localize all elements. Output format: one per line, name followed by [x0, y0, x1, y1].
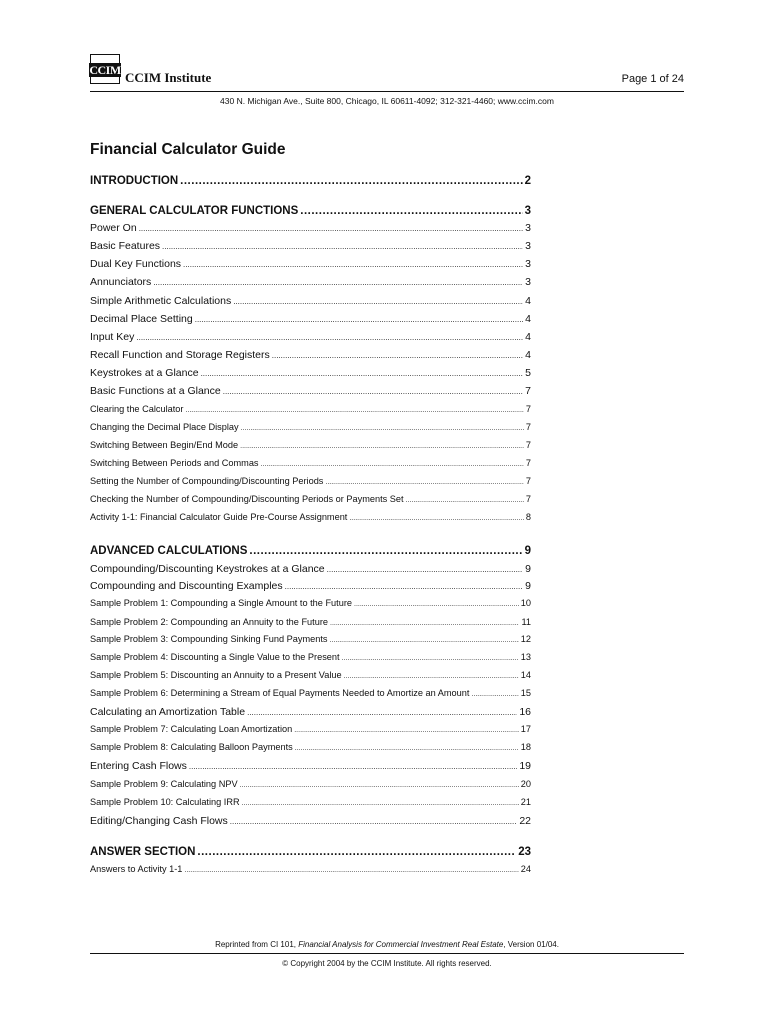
toc-entry-label: Input Key [90, 331, 135, 343]
footer-divider [90, 953, 684, 954]
toc-leader-dots [294, 727, 519, 734]
toc-entry-label: Basic Functions at a Glance [90, 385, 221, 397]
toc-leader-dots [240, 443, 524, 450]
toc-leader-dots [201, 369, 524, 378]
toc-entry-page: 7 [525, 494, 531, 504]
toc-entry-page: 7 [525, 385, 531, 397]
reprint-title: Financial Analysis for Commercial Investment Real Estate [298, 940, 504, 949]
toc-entry-page: 2 [524, 175, 531, 187]
toc-entry [90, 670, 531, 680]
toc-entry [90, 258, 531, 270]
toc-entry-label: INTRODUCTION [90, 175, 179, 187]
toc-leader-dots [184, 867, 518, 874]
toc-leader-dots [197, 846, 516, 858]
toc-entry [90, 797, 531, 807]
toc-entry [90, 349, 531, 361]
toc-entry [90, 742, 531, 752]
toc-entry [90, 385, 531, 397]
toc-leader-dots [230, 817, 518, 826]
toc-entry [90, 580, 531, 592]
toc-leader-dots [183, 260, 523, 269]
toc-entry-page: 8 [525, 512, 531, 522]
toc-entry-label: Changing the Decimal Place Display [90, 422, 239, 432]
toc-entry-page: 14 [520, 670, 531, 680]
address-line: 430 N. Michigan Ave., Suite 800, Chicago, IL 60611-4092; 312-321-4460; www.ccim.com [220, 96, 554, 106]
reprint-prefix: Reprinted from CI 101, [215, 940, 299, 949]
toc-entry [90, 222, 531, 234]
toc-entry-page: 21 [520, 797, 531, 807]
toc-entry-page: 3 [524, 205, 531, 217]
toc-entry-label: Sample Problem 6: Determining a Stream of Equal Payments Needed to Amortize an Amount [90, 688, 470, 698]
toc-entry [90, 313, 531, 325]
toc-leader-dots [325, 479, 523, 486]
toc-entry-label: Sample Problem 10: Calculating IRR [90, 797, 240, 807]
toc-entry-page: 23 [518, 846, 531, 858]
ccim-logo [90, 54, 120, 84]
toc-entry-page: 16 [519, 706, 531, 718]
toc-entry-label: Compounding and Discounting Examples [90, 580, 283, 592]
toc-entry-label: Entering Cash Flows [90, 760, 187, 772]
toc-leader-dots [139, 224, 523, 233]
header-divider [90, 91, 684, 92]
toc-entry-label: Setting the Number of Compounding/Discounting Periods [90, 476, 324, 486]
toc-leader-dots [285, 582, 524, 591]
toc-entry-page: 12 [520, 634, 531, 644]
toc-entry-page: 9 [525, 563, 531, 575]
toc-entry-label: Basic Features [90, 240, 161, 252]
toc-leader-dots [189, 762, 517, 771]
toc-leader-dots [153, 278, 523, 287]
toc-leader-dots [342, 655, 519, 662]
toc-entry [90, 864, 531, 874]
toc-entry-page: 24 [520, 864, 531, 874]
toc-leader-dots [242, 800, 519, 807]
toc-leader-dots [195, 315, 523, 324]
toc-entry-page: 4 [525, 295, 531, 307]
toc-entry-label: GENERAL CALCULATOR FUNCTIONS [90, 205, 299, 217]
toc-entry-label: Switching Between Begin/End Mode [90, 440, 239, 450]
logo-text: CCIM [89, 63, 121, 77]
toc-leader-dots [272, 351, 523, 360]
toc-entry-label: Sample Problem 4: Discounting a Single Value to the Present [90, 652, 340, 662]
toc-entry [90, 724, 531, 734]
toc-entry-label: Compounding/Discounting Keystrokes at a Glance [90, 563, 325, 575]
toc-entry [90, 476, 531, 486]
toc-entry-page: 3 [525, 222, 531, 234]
toc-entry-page: 7 [525, 476, 531, 486]
toc-leader-dots [354, 601, 519, 608]
toc-leader-dots [327, 565, 524, 574]
toc-entry-page: 7 [525, 422, 531, 432]
toc-entry-label: Keystrokes at a Glance [90, 367, 199, 379]
toc-entry-label: Sample Problem 3: Compounding Sinking Fund Payments [90, 634, 328, 644]
toc-entry [90, 598, 531, 608]
toc-entry-label: Sample Problem 7: Calculating Loan Amortization [90, 724, 293, 734]
toc-entry [90, 846, 531, 858]
toc-entry-label: Sample Problem 9: Calculating NPV [90, 779, 238, 789]
org-name: CCIM Institute [125, 70, 212, 85]
toc-entry [90, 779, 531, 789]
toc-entry [90, 240, 531, 252]
toc-entry-page: 11 [521, 617, 531, 627]
toc-entry [90, 404, 531, 414]
toc-entry [90, 706, 531, 718]
toc-entry [90, 688, 531, 698]
toc-entry-label: ANSWER SECTION [90, 846, 196, 858]
toc-leader-dots [471, 691, 518, 698]
reprint-note [90, 940, 684, 949]
toc-leader-dots [406, 497, 524, 504]
toc-entry-page: 15 [520, 688, 531, 698]
toc-entry-label: Activity 1-1: Financial Calculator Guide Pre-Course Assignment [90, 512, 348, 522]
toc-entry-label: Switching Between Periods and Commas [90, 458, 259, 468]
page-header [90, 52, 684, 92]
toc-entry-label: Checking the Number of Compounding/Discounting Periods or Payments Set [90, 494, 404, 504]
toc-entry [90, 634, 531, 644]
toc-leader-dots [240, 782, 519, 789]
toc-entry-page: 7 [525, 458, 531, 468]
toc-entry-page: 5 [525, 367, 531, 379]
toc-leader-dots [295, 745, 519, 752]
toc-entry-label: Simple Arithmetic Calculations [90, 295, 232, 307]
toc-entry-label: Power On [90, 222, 137, 234]
toc-entry-page: 22 [519, 815, 531, 827]
toc-entry [90, 205, 531, 217]
toc-entry-label: Sample Problem 2: Compounding an Annuity to the Future [90, 617, 328, 627]
toc-leader-dots [300, 205, 522, 217]
toc-entry [90, 617, 531, 627]
toc-entry-label: Calculating an Amortization Table [90, 706, 246, 718]
toc-entry-page: 3 [525, 240, 531, 252]
toc-entry-page: 9 [525, 580, 531, 592]
toc-entry-page: 4 [525, 313, 531, 325]
toc-entry [90, 295, 531, 307]
reprint-suffix: , Version 01/04. [503, 940, 559, 949]
toc-leader-dots [241, 425, 524, 432]
toc-entry-page: 13 [520, 652, 531, 662]
toc-leader-dots [233, 297, 523, 306]
toc-entry-page: 10 [520, 598, 531, 608]
toc-entry [90, 652, 531, 662]
toc-entry-label: Sample Problem 8: Calculating Balloon Payments [90, 742, 293, 752]
toc-entry-page: 18 [520, 742, 531, 752]
toc-entry-page: 9 [524, 545, 531, 557]
toc-entry [90, 422, 531, 432]
toc-entry-label: Annunciators [90, 276, 152, 288]
toc-entry [90, 494, 531, 504]
toc-entry-page: 20 [520, 779, 531, 789]
toc-leader-dots [180, 175, 522, 187]
toc-entry-page: 4 [525, 349, 531, 361]
toc-entry-label: Sample Problem 5: Discounting an Annuity to a Present Value [90, 670, 342, 680]
toc-leader-dots [344, 673, 519, 680]
toc-entry [90, 815, 531, 827]
toc-entry-label: Sample Problem 1: Compounding a Single Amount to the Future [90, 598, 352, 608]
toc-entry [90, 440, 531, 450]
toc-entry-page: 3 [525, 258, 531, 270]
copyright-line: © Copyright 2004 by the CCIM Institute. All rights reserved. [282, 959, 492, 968]
toc-leader-dots [349, 515, 524, 522]
toc-entry-page: 7 [525, 404, 531, 414]
toc-entry [90, 175, 531, 187]
toc-leader-dots [223, 387, 523, 396]
toc-leader-dots [136, 333, 523, 342]
toc-entry-page: 17 [520, 724, 531, 734]
toc-entry [90, 276, 531, 288]
toc-leader-dots [249, 545, 522, 557]
page-number: Page 1 of 24 [621, 73, 684, 85]
toc-entry-label: Editing/Changing Cash Flows [90, 815, 228, 827]
toc-leader-dots [329, 637, 518, 644]
toc-entry [90, 331, 531, 343]
toc-entry [90, 458, 531, 468]
toc-entry-page: 3 [525, 276, 531, 288]
toc-leader-dots [261, 461, 524, 468]
toc-leader-dots [247, 708, 517, 717]
toc-leader-dots [185, 407, 523, 414]
toc-entry [90, 367, 531, 379]
toc-entry [90, 563, 531, 575]
toc-leader-dots [330, 620, 519, 627]
toc-entry-label: Clearing the Calculator [90, 404, 184, 414]
toc-entry-label: ADVANCED CALCULATIONS [90, 545, 248, 557]
document-title: Financial Calculator Guide [90, 141, 286, 158]
toc-entry-label: Decimal Place Setting [90, 313, 193, 325]
toc-entry [90, 760, 531, 772]
toc-entry-label: Recall Function and Storage Registers [90, 349, 270, 361]
toc-entry-label: Dual Key Functions [90, 258, 182, 270]
toc-entry [90, 545, 531, 557]
toc-entry-page: 19 [519, 760, 531, 772]
toc-leader-dots [162, 242, 523, 251]
toc-entry-page: 4 [525, 331, 531, 343]
toc-entry-label: Answers to Activity 1-1 [90, 864, 183, 874]
toc-entry [90, 512, 531, 522]
toc-entry-page: 7 [525, 440, 531, 450]
